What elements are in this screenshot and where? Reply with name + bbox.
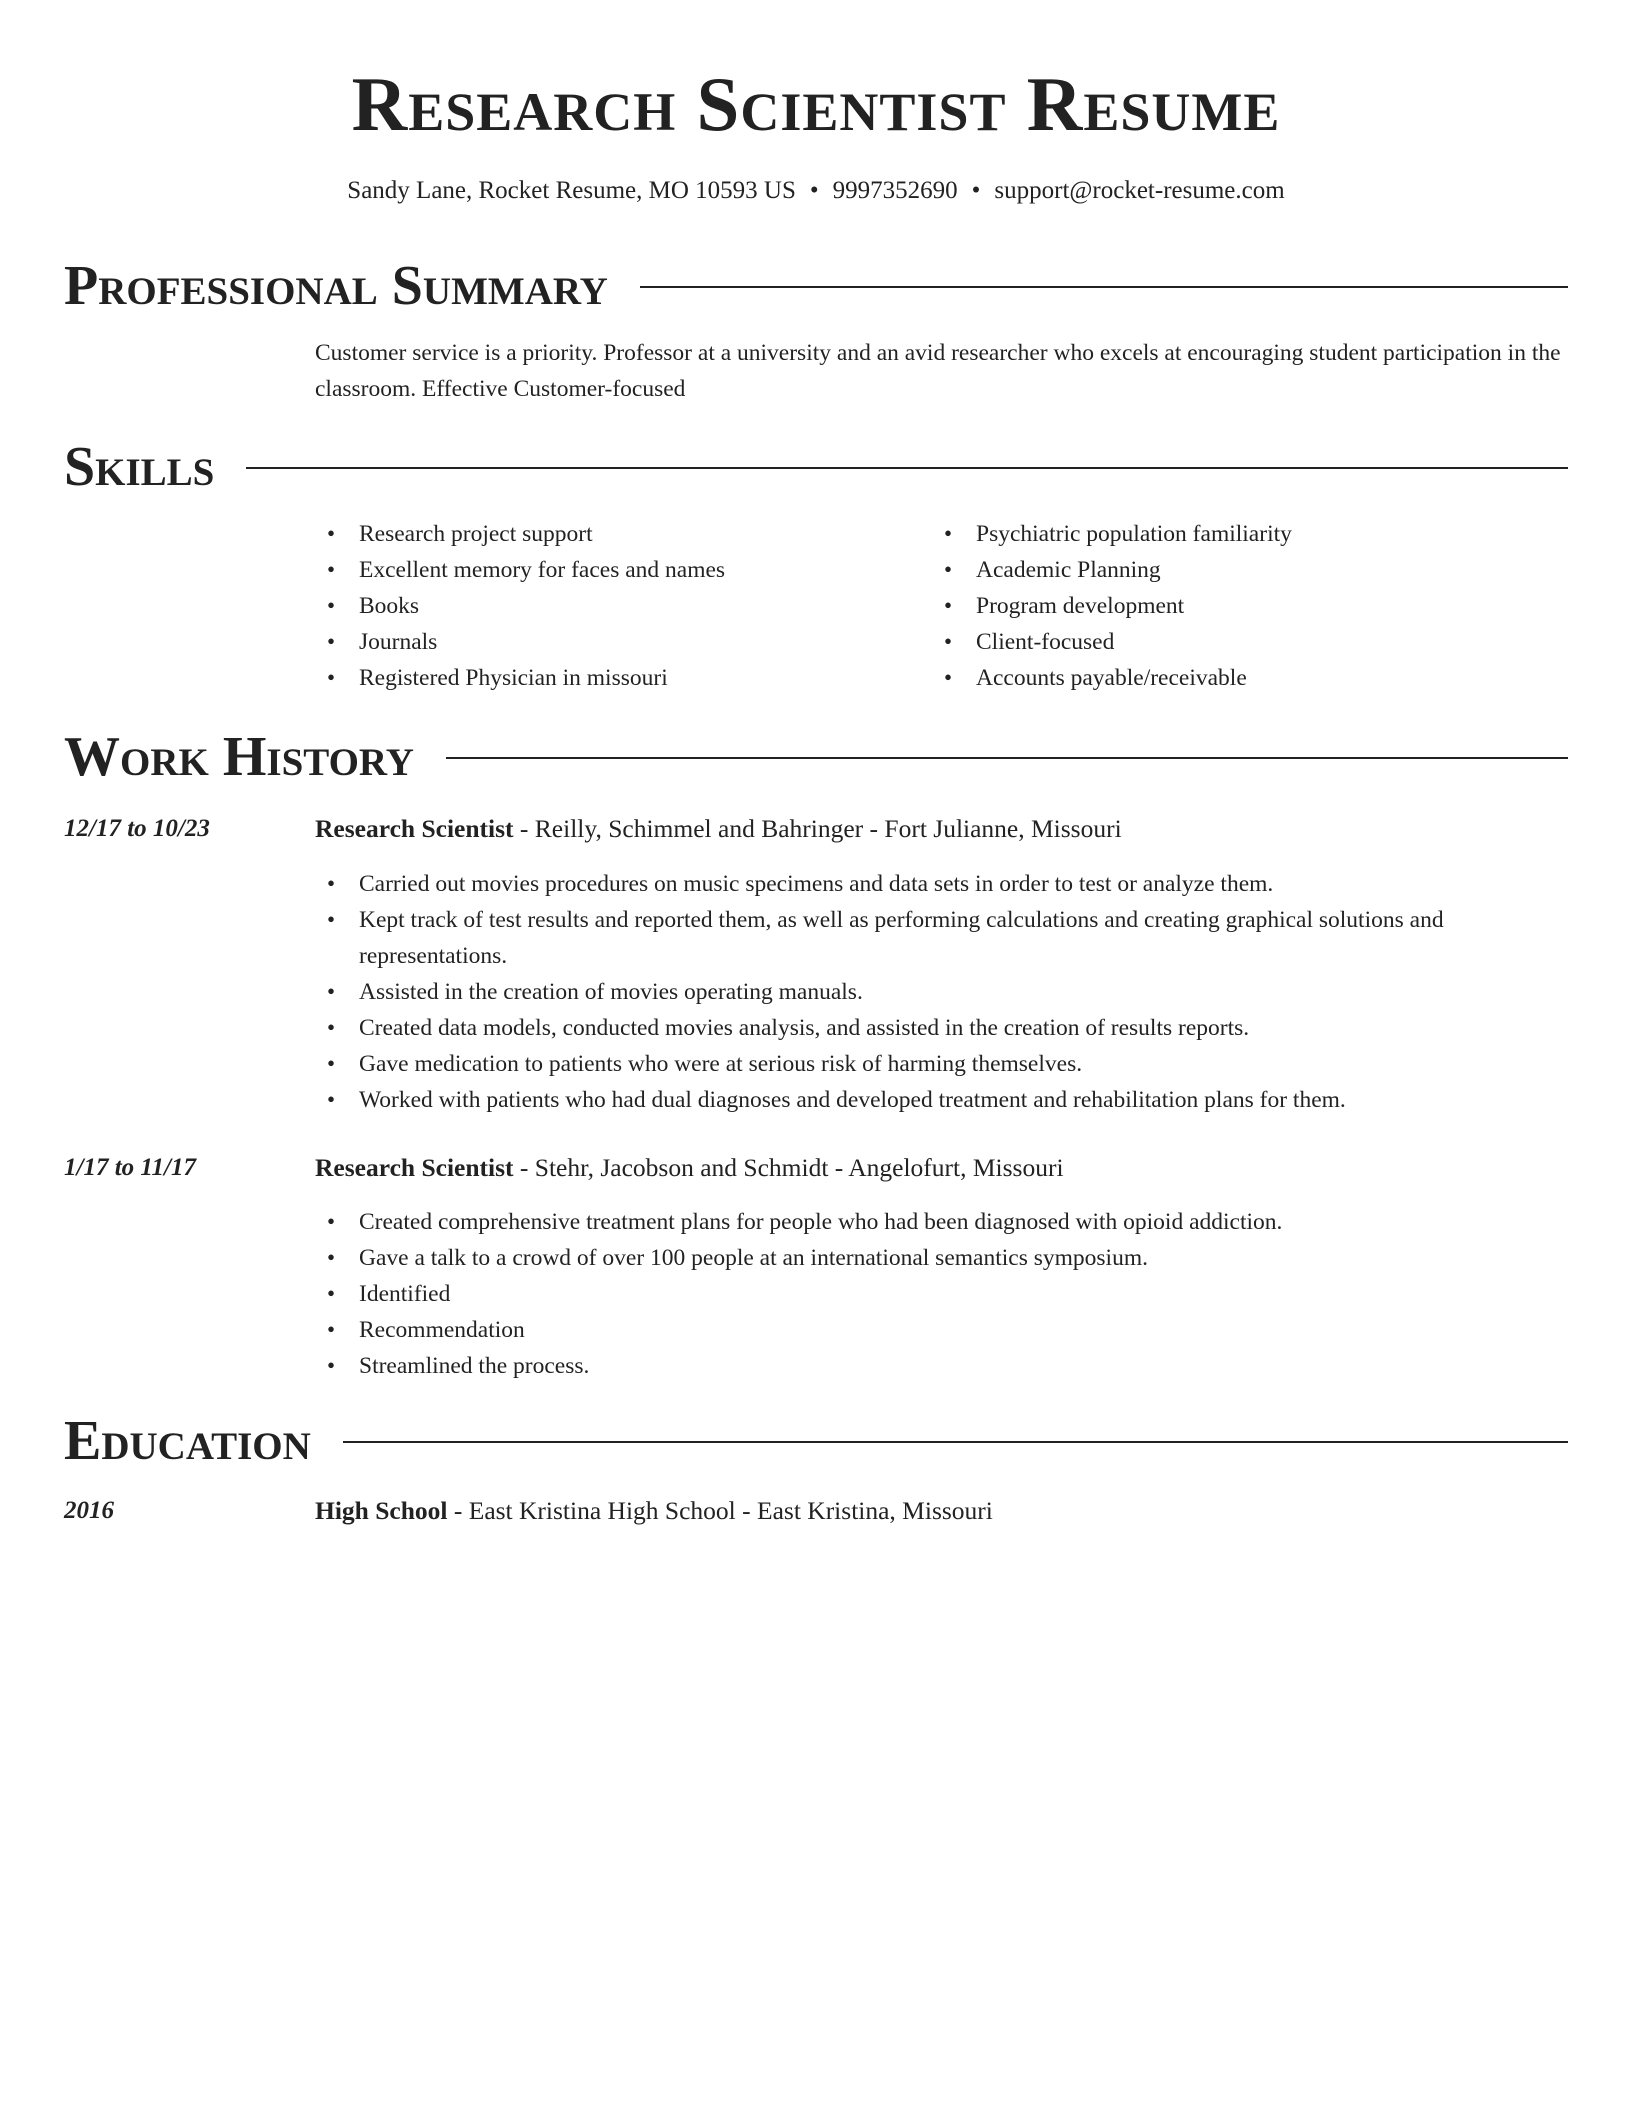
contact-address: Sandy Lane, Rocket Resume, MO 10593 US — [347, 177, 796, 204]
section-divider — [640, 286, 1568, 288]
section-divider — [343, 1441, 1568, 1443]
education-heading — [315, 1494, 1568, 1528]
section-title-work-history: Work History — [64, 726, 414, 788]
contact-line — [64, 174, 1568, 208]
job-title: Research Scientist — [315, 814, 514, 843]
job-duty-item: • Created comprehensive treatment plans for people who had been diagnosed with opioid addiction. — [315, 1204, 1568, 1240]
contact-phone: 9997352690 — [832, 177, 958, 204]
job-dates: 12/17 to 10/23 — [64, 815, 210, 842]
job-duties-list — [315, 1204, 1568, 1384]
skill-item: • Registered Physician in missouri — [315, 660, 915, 696]
job-duty-item: • Identified — [315, 1276, 1568, 1312]
summary-text: Customer service is a priority. Professor at a university and an avid researcher who excels at encouraging student participation in the classroom. Effective Customer-focused — [315, 340, 1561, 402]
education-year: 2016 — [64, 1497, 114, 1524]
resume-title: Research Scientist Resume — [351, 61, 1281, 147]
job-employer: - Stehr, Jacobson and Schmidt - Angelofurt, Missouri — [513, 1153, 1064, 1182]
job-heading — [315, 1151, 1568, 1185]
job-duties-list — [315, 866, 1568, 1118]
job-duty-item: • Streamlined the process. — [315, 1348, 1568, 1384]
job-duty-item: • Assisted in the creation of movies operating manuals. — [315, 974, 1568, 1010]
job-duty-item: • Worked with patients who had dual diagnoses and developed treatment and rehabilitation plans for them. — [315, 1082, 1568, 1118]
skill-item: • Academic Planning — [932, 552, 1532, 588]
job-heading — [315, 812, 1568, 846]
job-duty-item: • Gave medication to patients who were at serious risk of harming themselves. — [315, 1046, 1568, 1082]
contact-separator: • — [971, 177, 981, 204]
job-title: Research Scientist — [315, 1153, 514, 1182]
section-title-skills: Skills — [64, 436, 215, 498]
contact-email: support@rocket-resume.com — [994, 177, 1285, 204]
skill-item: • Excellent memory for faces and names — [315, 552, 915, 588]
job-dates: 1/17 to 11/17 — [64, 1154, 196, 1181]
job-duty-item: • Carried out movies procedures on music specimens and data sets in order to test or analyze them. — [315, 866, 1568, 902]
skill-item: • Client-focused — [932, 624, 1532, 660]
job-duty-item: • Gave a talk to a crowd of over 100 people at an international semantics symposium. — [315, 1240, 1568, 1276]
job-duty-item: • Recommendation — [315, 1312, 1568, 1348]
skill-item: • Journals — [315, 624, 915, 660]
section-divider — [446, 757, 1568, 759]
education-school: - East Kristina High School - East Kristina, Missouri — [447, 1496, 993, 1525]
section-header-skills — [64, 436, 1568, 498]
skill-item: • Books — [315, 588, 915, 624]
section-header-education — [64, 1410, 1568, 1472]
skills-list-left — [315, 516, 915, 696]
job-duty-item: • Created data models, conducted movies analysis, and assisted in the creation of results reports. — [315, 1010, 1568, 1046]
skill-item: • Accounts payable/receivable — [932, 660, 1532, 696]
section-title-summary: Professional Summary — [64, 255, 608, 317]
skill-item: • Program development — [932, 588, 1532, 624]
education-degree: High School — [315, 1496, 448, 1525]
skill-item: • Psychiatric population familiarity — [932, 516, 1532, 552]
contact-separator: • — [809, 177, 819, 204]
skill-item: • Research project support — [315, 516, 915, 552]
skills-list-right — [932, 516, 1532, 696]
section-header-work-history — [64, 726, 1568, 788]
job-employer: - Reilly, Schimmel and Bahringer - Fort Julianne, Missouri — [513, 814, 1122, 843]
job-duty-item: • Kept track of test results and reported them, as well as performing calculations and creating graphical solutions and representations. — [315, 902, 1568, 974]
resume-page — [64, 0, 1568, 2112]
section-header-summary — [64, 255, 1568, 317]
section-title-education: Education — [64, 1410, 311, 1472]
section-divider — [246, 467, 1568, 469]
